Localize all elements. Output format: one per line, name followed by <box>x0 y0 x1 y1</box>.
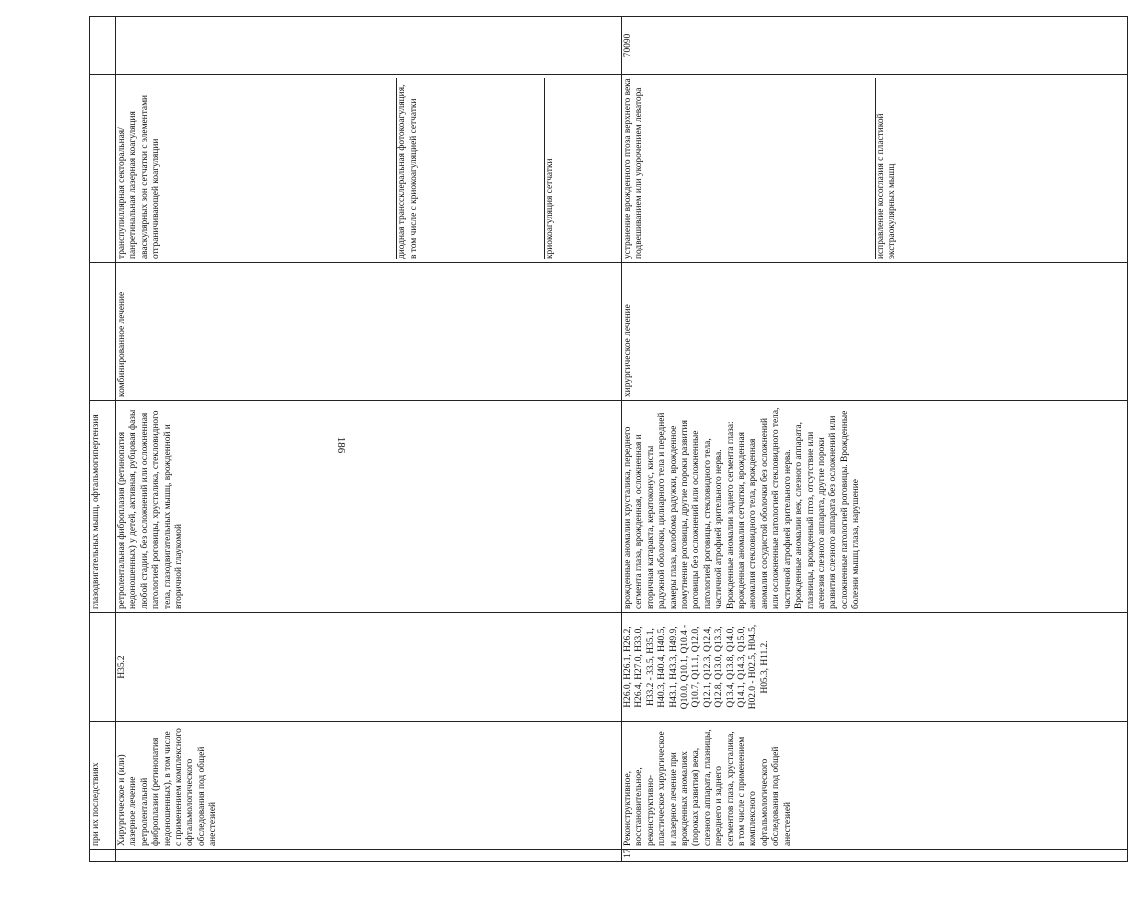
cell-number <box>116 850 622 862</box>
cell-disease: глазодвигательных мышц, офтальмогипертензия <box>90 401 116 613</box>
cell-code <box>90 613 116 722</box>
cell-code: H35.2 <box>116 613 622 722</box>
cell-code: H26.0, H26.1, H26.2, H26.4, H27.0, H33.0, H33.2 - 33.5, H35.1, H40.3, H40.4, H40.5, H43.1, H43.3, H49.9, Q10.0, Q10.1, Q10.4 - Q10.7, Q11.1, Q12.0, Q12.1, Q12.3, Q12.4, Q12.8, Q13.0, Q13.3, Q13.4, Q13.8, Q14.0, Q14.1, Q14.3, Q15.0, H02.0 - H02.5, H04.5, H05.3, H11.2. <box>622 613 1128 722</box>
cell-number <box>90 850 116 862</box>
cell-method: при их последствиях <box>90 722 116 850</box>
cell-treatment-type: хирургическое лечение <box>622 263 1128 401</box>
cell-disease: врожденные аномалии хрусталика, переднего сегмента глаза, врожденная, осложненная и вторичная катаракта, кератоконус, кисты радужной оболочки, цилиарного тела и передней камеры глаза, колобома радужки, врожденное помутнение роговицы, другие пороки развития роговицы без осложнений или осложненные патологией роговицы, стекловидного тела, частичной атрофией зрительного нерва. Врожденные аномалии заднего сегмента глаза: врожденная аномалия сетчатки, врожденная аномалия стекловидного тела, врожденная аномалия сосудистой оболочки без осложнений или осложненные патологией стекловидного тела, частичной атрофией зрительного нерва. Врожденные аномалии век, слезного аппарата, глазницы, врожденный птоз, отсутствие или агенезия слезного аппарата, другие пороки развития слезного аппарата без осложнений или осложненные патологией роговицы. Врожденные болезни мышц глаза, нарушение <box>622 401 1128 613</box>
cell-treatment-type <box>90 263 116 401</box>
cell-treatment-type: комбинированное лечение <box>116 263 622 401</box>
cell-disease: ретролентальная фиброплазия (ретинопатия недоношенных) у детей, активная, рубцовая фазы любой стадии, без осложнений или осложненная патологией роговицы, хрусталика, стекловидного тела, глазодвигательных мышц, врожденной и вторичной глаукомой <box>116 401 622 613</box>
treatment-method-list <box>623 78 1127 259</box>
medical-care-table <box>89 16 1128 862</box>
treatment-method-list <box>117 78 621 259</box>
cell-treatment-method <box>116 75 622 263</box>
cell-cost: 70090 <box>622 17 1128 75</box>
treatment-method-item: устранение врожденного птоза верхнего века подвешиванием или укорочением леватора <box>623 78 875 259</box>
cell-method: Хирургическое и (или) лазерное лечение ретролентальной фиброплазии (ретинопатия недоношенных), в том числе с применением комплексного офтальмологического обследования под общей анестезией <box>116 722 622 850</box>
treatment-method-item: транспупиллярная секторальная/панретинальная лазерная коагуляция аваскулярных зон сетчатки с элементами отграничивающей коагуляции <box>117 78 397 259</box>
page-number: 186 <box>335 436 347 454</box>
treatment-method-item: исправление косоглазия с пластикой экстраокулярных мышц <box>875 113 897 259</box>
table-row-continuation <box>90 17 116 862</box>
cell-cost <box>90 17 116 75</box>
cell-cost <box>116 17 622 75</box>
cell-treatment-method <box>622 75 1128 263</box>
cell-treatment-method <box>90 75 116 263</box>
table-row-retinopathy <box>116 17 622 862</box>
cell-number: 17 <box>622 850 1128 862</box>
treatment-method-item: криокоагуляция сетчатки <box>544 158 555 259</box>
table-row-congenital-anomalies <box>622 17 1128 862</box>
treatment-method-item: диодная транссклеральная фотокоагуляция, в том числе с криокоагуляцией сетчатки <box>397 78 544 259</box>
rotated-table-container <box>89 17 897 862</box>
cell-method: Реконструктивное, восстановительное, реконструктивно-пластическое хирургическое и лазерное лечение при врожденных аномалиях (пороках развития) века, слезного аппарата, глазницы, переднего и заднего сегментов глаза, хрусталика, в том числе с применением комплексного офтальмологического обследования под общей анестезией <box>622 722 1128 850</box>
